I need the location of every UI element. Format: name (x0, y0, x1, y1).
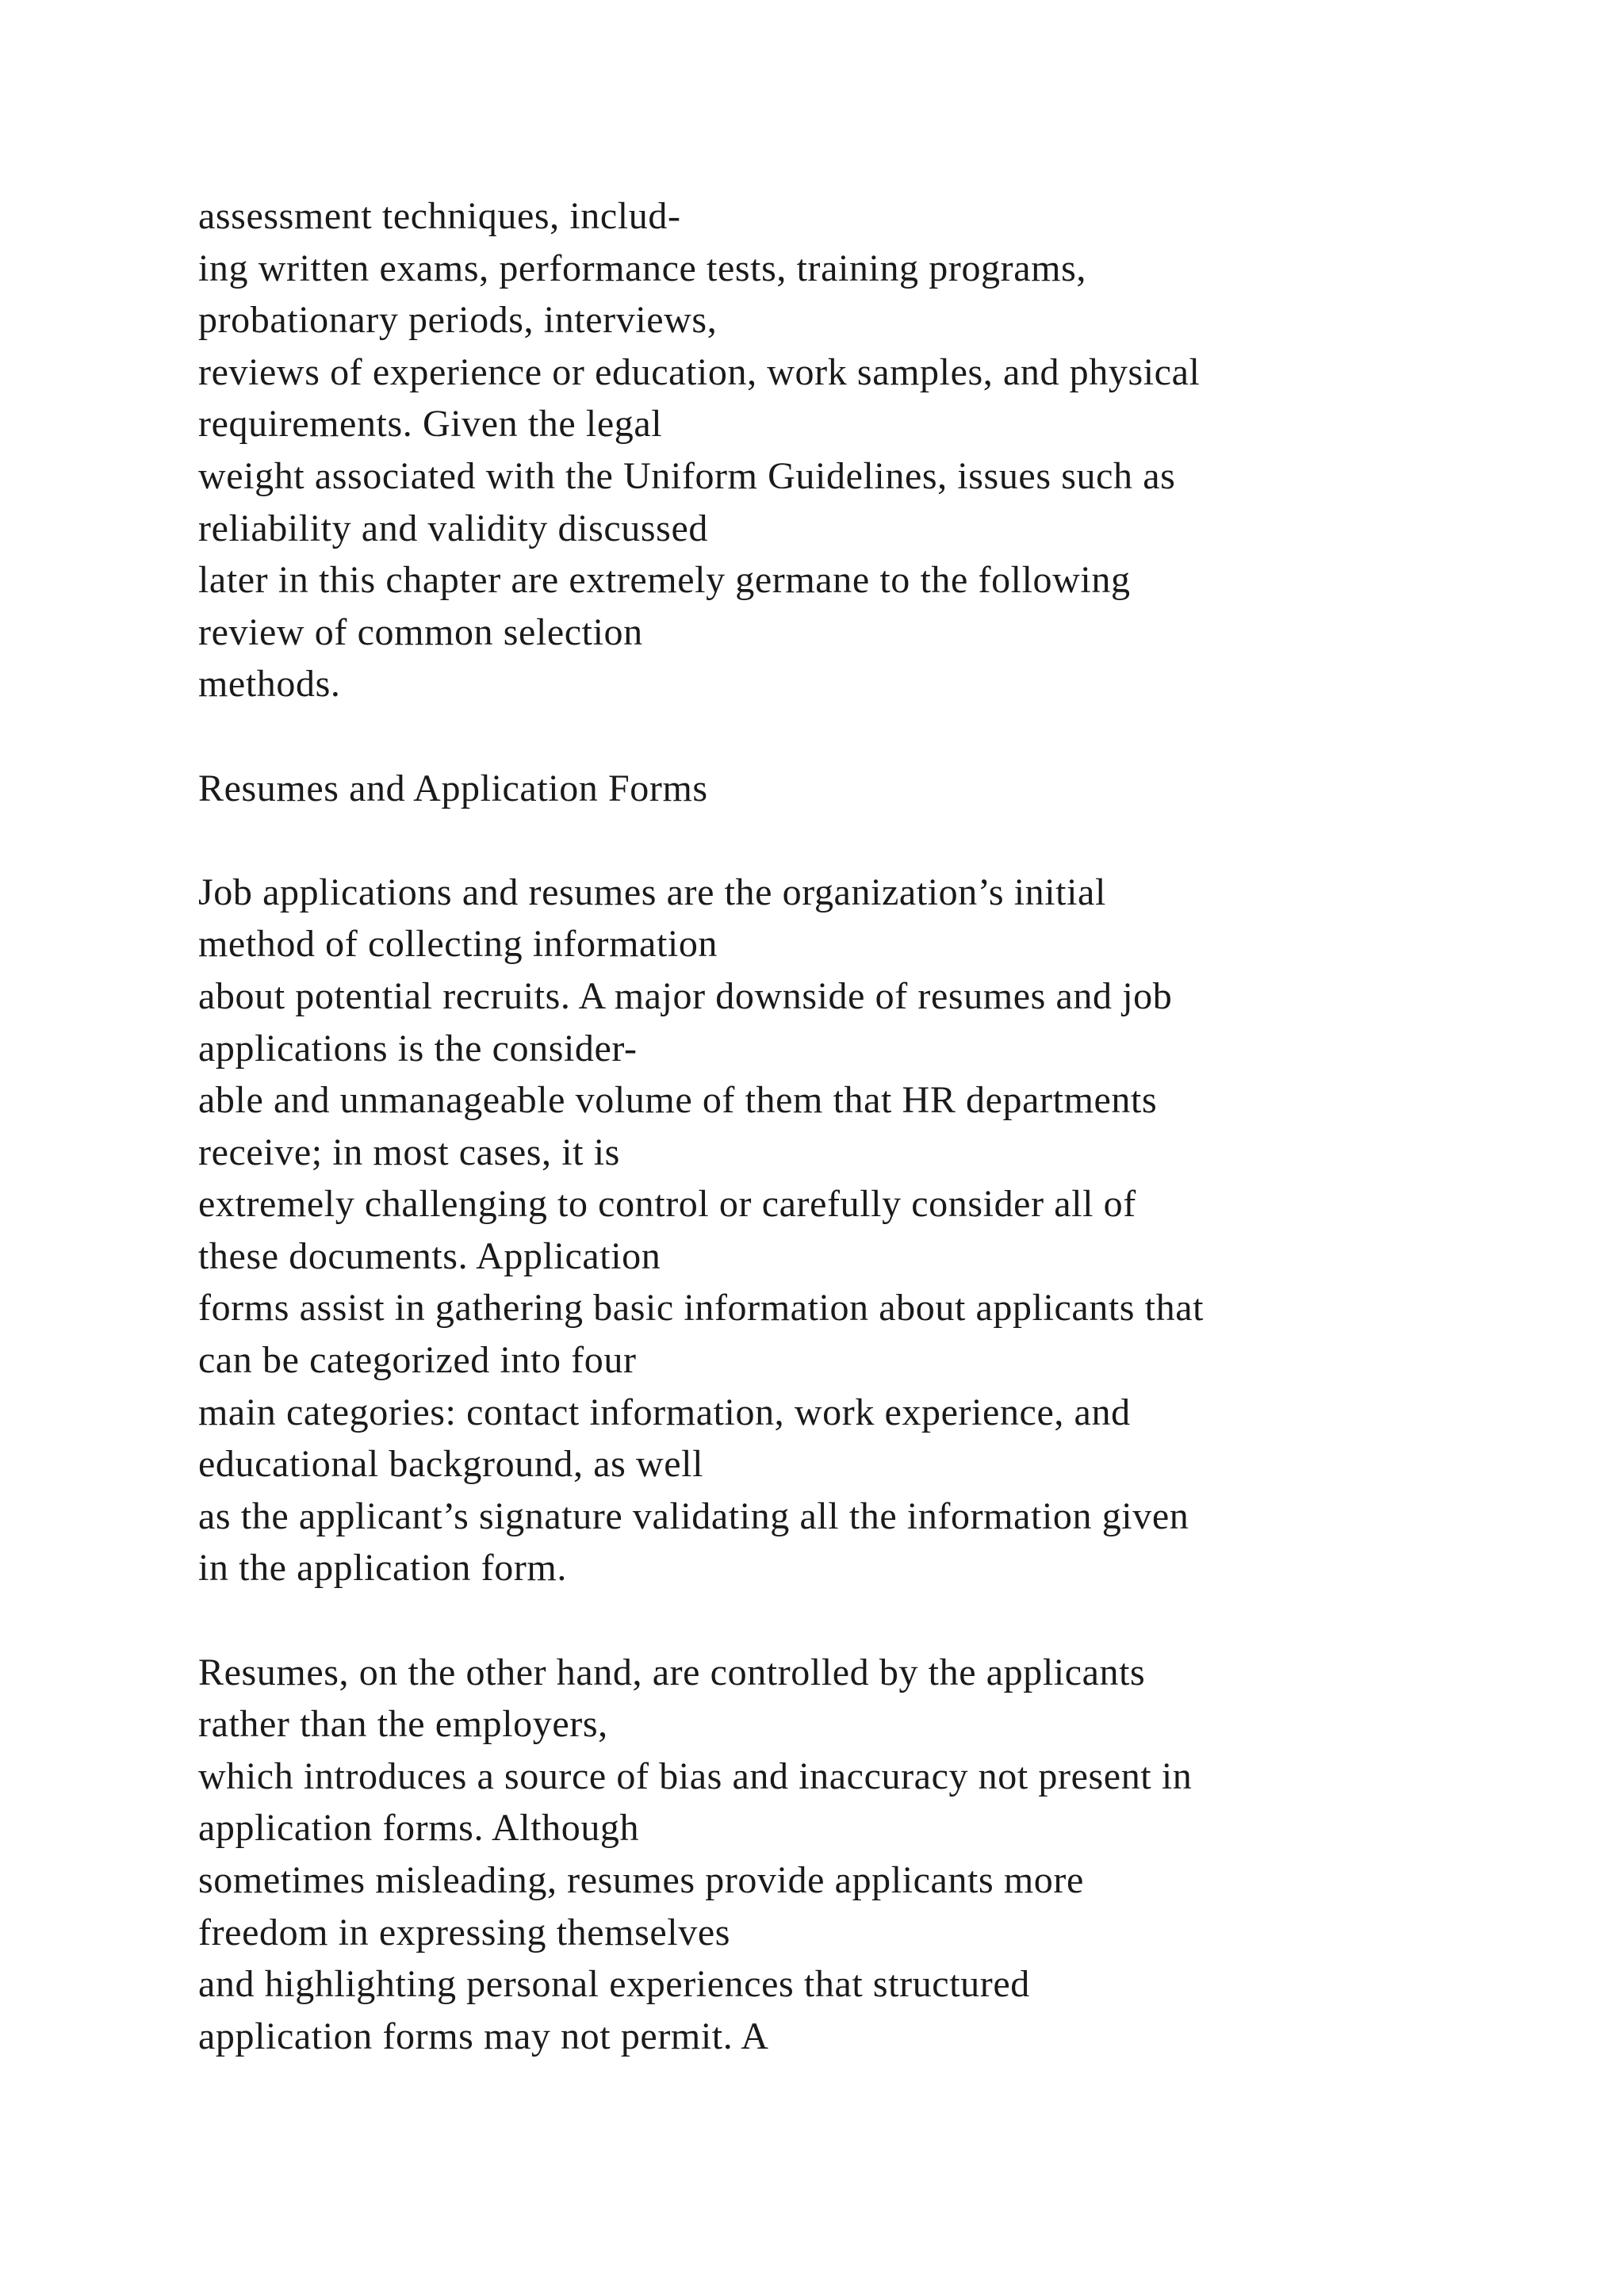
text-line: about potential recruits. A major downside of resumes and job (198, 974, 1173, 1017)
section-heading: Resumes and Application Forms (198, 767, 708, 809)
text-line: applications is the consider- (198, 1027, 638, 1070)
text-line: receive; in most cases, it is (198, 1131, 620, 1173)
text-line: rather than the employers, (198, 1703, 608, 1746)
text-line: as the applicant’s signature validating all the information given (198, 1494, 1189, 1537)
text-line: main categories: contact information, work experience, and (198, 1391, 1131, 1433)
text-line: application forms. Although (198, 1807, 640, 1850)
text-line: forms assist in gathering basic information about applicants that (198, 1287, 1205, 1330)
text-line: ing written exams, performance tests, training programs, (198, 247, 1086, 289)
text-line: freedom in expressing themselves (198, 1911, 731, 1954)
text-line: Job applications and resumes are the organization’s initial (198, 871, 1106, 913)
text-line: review of common selection (198, 610, 643, 653)
text-line: in the application form. (198, 1547, 567, 1590)
text-line: weight associated with the Uniform Guidelines, issues such as (198, 454, 1176, 497)
text-line: able and unmanageable volume of them that HR departments (198, 1079, 1158, 1122)
blank-line (198, 710, 1546, 763)
text-line: can be categorized into four (198, 1339, 637, 1382)
text-line: method of collecting information (198, 923, 718, 966)
text-line: assessment techniques, includ- (198, 195, 681, 237)
blank-line (198, 1594, 1546, 1647)
text-line: educational background, as well (198, 1443, 704, 1486)
text-line: requirements. Given the legal (198, 403, 663, 446)
text-line: methods. (198, 663, 341, 706)
text-line: extremely challenging to control or carefully consider all of (198, 1183, 1136, 1226)
text-line: and highlighting personal experiences that structured (198, 1963, 1030, 2006)
text-line: these documents. Application (198, 1234, 661, 1277)
text-line: probationary periods, interviews, (198, 299, 718, 342)
text-line: sometimes misleading, resumes provide applicants more (198, 1859, 1084, 1901)
blank-line (198, 814, 1546, 867)
text-line: later in this chapter are extremely germane to the following (198, 559, 1131, 602)
text-line: reviews of experience or education, work samples, and physical (198, 350, 1201, 393)
text-line: Resumes, on the other hand, are controlled by the applicants (198, 1651, 1146, 1693)
text-line: reliability and validity discussed (198, 507, 708, 549)
body-text (198, 190, 1546, 2062)
text-line: which introduces a source of bias and inaccuracy not present in (198, 1755, 1193, 1797)
text-line: application forms may not permit. A (198, 2015, 769, 2057)
